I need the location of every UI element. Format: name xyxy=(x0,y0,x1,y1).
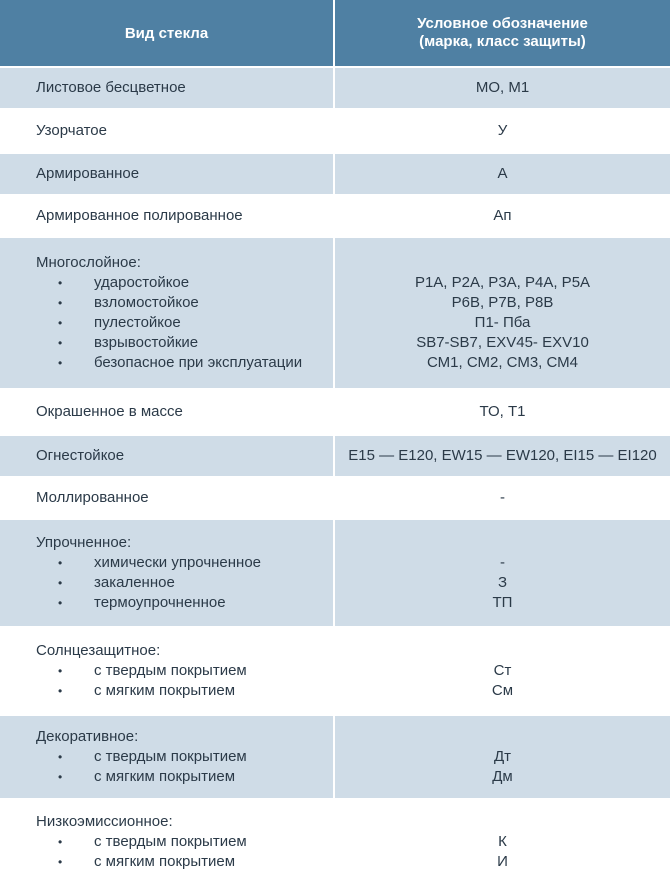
bullet-icon: • xyxy=(58,316,63,330)
header-col1-label: Вид стекла xyxy=(124,24,209,42)
glass-type-name: Узорчатое xyxy=(36,122,107,139)
glass-type-designation: МО, М1 xyxy=(475,79,530,96)
glass-subtype-label: с твердым покрытием xyxy=(94,833,247,850)
bullet-icon: • xyxy=(58,556,63,570)
list-item xyxy=(36,553,333,573)
header-col2-line1: Условное обозначение xyxy=(417,15,588,32)
glass-subtype-designation: К xyxy=(498,833,507,850)
list-item xyxy=(36,593,333,613)
glass-subtype-label: с мягким покрытием xyxy=(94,768,236,785)
bullet-icon: • xyxy=(58,835,63,849)
bullet-icon: • xyxy=(58,356,63,370)
header-col2-line2: (марка, класс защиты) xyxy=(419,33,586,50)
list-item xyxy=(36,661,333,681)
bullet-icon: • xyxy=(58,684,63,698)
glass-subtype-designation: Р6В, Р7В, Р8В xyxy=(451,294,554,311)
bullet-icon: • xyxy=(58,576,63,590)
list-item xyxy=(36,832,333,852)
list-item xyxy=(36,293,333,313)
glass-subtype-label: термоупрочненное xyxy=(94,594,226,611)
list-item xyxy=(36,333,333,353)
glass-type-designation: Е15 — Е120, EW15 — EW120, EI15 — EI120 xyxy=(348,447,657,464)
glass-subtype-label: с мягким покрытием xyxy=(94,682,236,699)
glass-subtype-designation: З xyxy=(497,574,508,591)
list-item xyxy=(36,353,333,373)
glass-subtype-label: с твердым покрытием xyxy=(94,662,247,679)
glass-type-designation: У xyxy=(497,122,508,139)
glass-type-name: Армированное xyxy=(36,165,140,182)
bullet-icon: • xyxy=(58,855,63,869)
list-item xyxy=(36,273,333,293)
glass-subtype-designation: СМ1, СМ2, СМ3, СМ4 xyxy=(426,354,578,371)
glass-type-name: Солнцезащитное: xyxy=(36,642,161,659)
table-row xyxy=(0,520,670,628)
glass-subtype-label: взломостойкое xyxy=(94,294,199,311)
glass-subtype-label: безопасное при эксплуатации xyxy=(94,354,303,371)
bullet-icon: • xyxy=(58,296,63,310)
list-item xyxy=(36,313,333,333)
glass-type-name: Многослойное: xyxy=(36,254,141,271)
table-row xyxy=(0,196,670,238)
table-row xyxy=(0,478,670,520)
table-header xyxy=(0,0,670,68)
glass-subtype-designation: П1- Пба xyxy=(474,314,531,331)
table-row xyxy=(0,238,670,390)
glass-subtype-designation: И xyxy=(497,853,508,870)
table-row xyxy=(0,390,670,436)
bullet-icon: • xyxy=(58,664,63,678)
bullet-icon: • xyxy=(58,770,63,784)
glass-subtype-label: пулестойкое xyxy=(94,314,181,331)
bullet-icon: • xyxy=(58,596,63,610)
glass-type-name: Упрочненное: xyxy=(36,534,132,551)
table-row xyxy=(0,628,670,716)
glass-subtype-label: с мягким покрытием xyxy=(94,853,236,870)
glass-type-name: Декоративное: xyxy=(36,728,139,745)
glass-subtype-designation: - xyxy=(500,554,505,571)
list-item xyxy=(36,747,333,767)
glass-type-designation: - xyxy=(500,489,505,506)
list-item xyxy=(36,681,333,701)
table-row xyxy=(0,110,670,154)
glass-subtype-designation: ТП xyxy=(492,594,513,611)
glass-type-designation: Ап xyxy=(493,207,512,224)
glass-type-name: Армированное полированное xyxy=(36,207,243,224)
glass-subtype-label: ударостойкое xyxy=(94,274,190,291)
bullet-icon: • xyxy=(58,336,63,350)
list-item xyxy=(36,852,333,872)
glass-subtype-designation: См xyxy=(491,682,514,699)
table-row xyxy=(0,716,670,800)
glass-type-designation: ТО, Т1 xyxy=(479,403,526,420)
bullet-icon: • xyxy=(58,276,63,290)
header-col-designation xyxy=(333,0,670,66)
table-row xyxy=(0,154,670,196)
glass-subtype-designation: Дм xyxy=(492,768,513,785)
table-row xyxy=(0,800,670,884)
glass-type-name: Низкоэмиссионное: xyxy=(36,813,173,830)
glass-subtype-label: взрывостойкие xyxy=(94,334,199,351)
glass-subtype-label: закаленное xyxy=(94,574,175,591)
table-row xyxy=(0,68,670,110)
glass-type-name: Листовое бесцветное xyxy=(36,79,186,96)
header-col-glass-type xyxy=(0,0,333,66)
glass-subtype-label: с твердым покрытием xyxy=(94,748,247,765)
glass-type-name: Окрашенное в массе xyxy=(36,403,183,420)
glass-type-designation: А xyxy=(497,165,508,182)
glass-type-name: Моллированное xyxy=(36,489,149,506)
glass-subtype-designation: SB7-SB7, EXV45- EXV10 xyxy=(416,334,589,351)
bullet-icon: • xyxy=(58,750,63,764)
glass-type-name: Огнестойкое xyxy=(36,447,125,464)
list-item xyxy=(36,767,333,787)
list-item xyxy=(36,573,333,593)
glass-subtype-designation: Дт xyxy=(493,748,512,765)
table-row xyxy=(0,436,670,478)
glass-subtype-designation: Ст xyxy=(493,662,512,679)
glass-subtype-designation: Р1А, Р2А, Р3А, Р4А, Р5А xyxy=(414,274,591,291)
glass-subtype-label: химически упрочненное xyxy=(94,554,262,571)
